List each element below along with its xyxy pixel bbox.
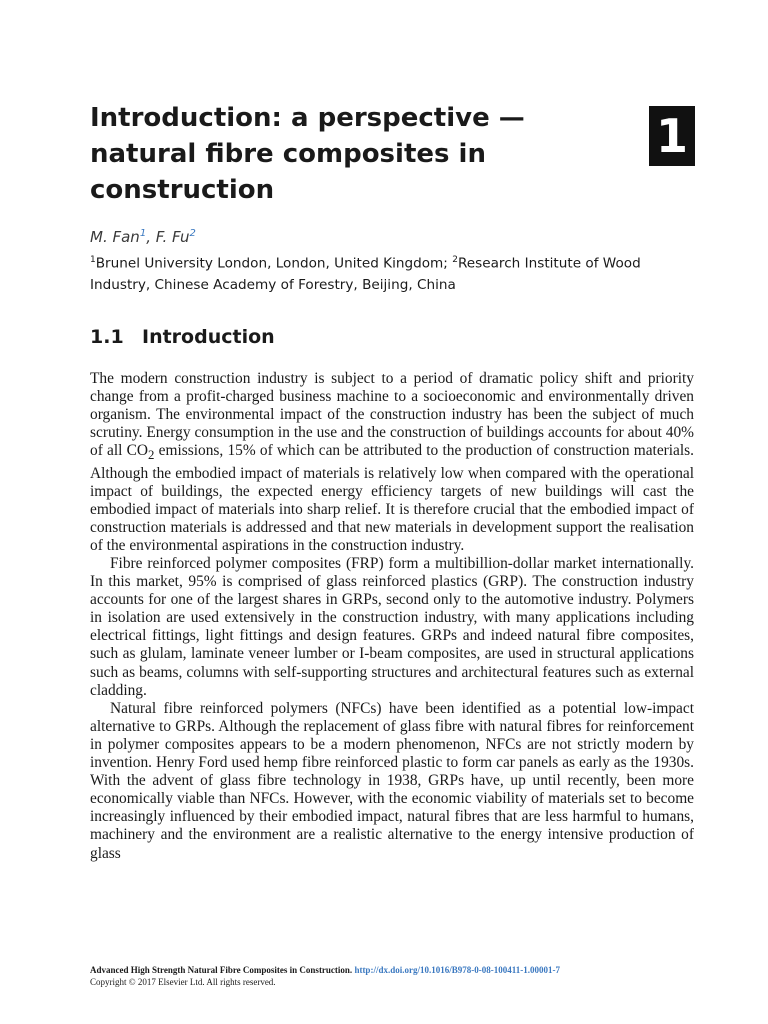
affiliation-marker: 2 [452,255,458,265]
affiliation-marker: 1 [90,255,96,265]
affiliations [90,250,700,296]
chapter-number-badge: 1 [649,106,695,166]
author-separator: , [146,228,151,246]
body-text [90,370,694,863]
doi-link[interactable]: http://dx.doi.org/10.1016/B978-0-08-100411-1.00001-7 [354,965,560,975]
section-number: 1.1 [90,326,124,348]
subscript: 2 [148,448,155,463]
paragraph [90,370,694,555]
chapter-title: Introduction: a perspective — natural fibre composites in construction [90,103,525,205]
affiliation-text: Research Institute of Wood Industry, Chinese Academy of Forestry, Beijing, China [90,255,641,293]
affiliation-marker: 1 [139,228,147,239]
author-name: F. Fu [155,228,190,246]
paragraph: Natural fibre reinforced polymers (NFCs) have been identified as a potential low-impact alternative to GRPs. Although the replacement of glass fibre with natural fibres for reinforcement in polymer composites appears to be a modern phenomenon, NFCs are not strictly modern by invention. Henry Ford used hemp fibre reinforced plastic to form car panels as early as the 1930s. With the advent of glass fibre technology in 1938, GRPs have, up until recently, been more economically viable than NFCs. However, with the economic viability of materials set to become increasingly influenced by their embodied impact, natural fibres that are less harmful to humans, machinery and the environment are a realistic alternative to the energy intensive production of glass [90,699,694,862]
affiliation-marker: 2 [189,228,196,239]
author-list [90,228,196,246]
paragraph-text: The modern construction industry is subject to a period of dramatic policy shift and priority change from a profit-charged business machine to a socioeconomic and environmentally driven organism. The environmental impact of the construction industry has been the subject of much scrutiny. Energy consumption in the use and the construction of buildings accounts for about 40% of all CO [90,370,694,460]
paragraph-text: emissions, 15% of which can be attributed to the production of construction materials. Although the embodied impact of materials is relatively low when compared with the operational impact of buildings, the expected energy efficiency targets of new buildings will cast the embodied impact of materials into sharp relief. It is therefore crucial that the embodied impact of construction materials is addressed and that new materials in development support the realisation of the environmental aspirations in the construction industry. [90,442,694,554]
page-footer [90,964,700,988]
section-title: Introduction [142,326,275,348]
author-name: M. Fan [90,228,140,246]
section-heading [90,326,275,348]
affiliation-text: Brunel University London, London, United Kingdom; [95,255,448,272]
book-title: Advanced High Strength Natural Fibre Composites in Construction. [90,965,353,975]
copyright-notice: Copyright © 2017 Elsevier Ltd. All rights reserved. [90,977,276,987]
paragraph: Fibre reinforced polymer composites (FRP) form a multibillion-dollar market internationally. In this market, 95% is comprised of glass reinforced plastics (GRP). The construction industry accounts for one of the largest shares in GRPs, second only to the automotive industry. Polymers in isolation are used extensively in the construction industry, with many applications including electrical fittings, light fittings and design features. GRPs and indeed natural fibre composites, such as glulam, laminate veneer lumber or I-beam composites, are used in structural applications such as beams, columns with self-supporting structures and architectural features such as external cladding. [90,555,694,699]
